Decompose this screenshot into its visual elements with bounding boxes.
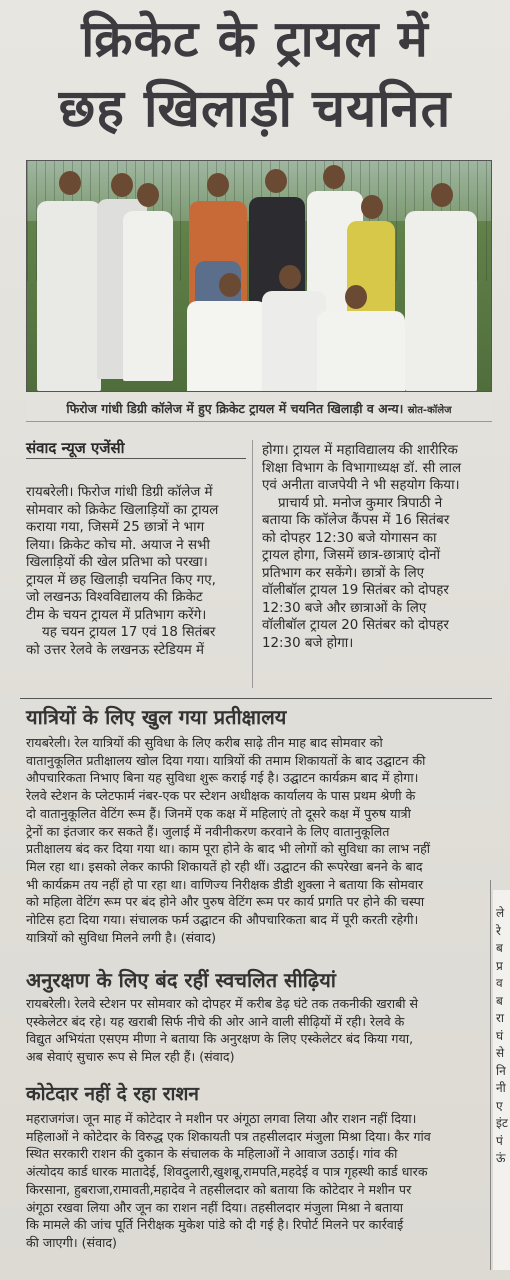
byline-rule: [26, 458, 246, 459]
headline-line-1: क्रिकेट के ट्रायल में: [81, 10, 429, 68]
story4-line: स्थित सरकारी राशन की दुकान के संचालक के महिलाओं ने आवाज उठाई। गांव की: [26, 1146, 398, 1162]
photo-source: स्रोत-कॉलेज: [407, 405, 452, 416]
story2-line: प्रतीक्षालय बंद कर दिया गया था। काम पूरा होने के बाद भी लोगों को सुविधा का लाभ नहीं: [26, 841, 431, 857]
story4-line: की जाएगी। (संवाद): [26, 1234, 117, 1250]
story3-line: रायबरेली। रेलवे स्टेशन पर सोमवार को दोपहर में करीब डेढ़ घंटे तक तकनीकी खराबी से: [26, 996, 419, 1011]
story2-line: नोटिस हटा दिया गया। संचालक फर्म उद्घाटन की औपचारिकता बाद में पूरी करती रहेगी।: [26, 912, 419, 928]
main-story-left-line: कराया गया, जिसमें 25 छात्रों ने भाग: [26, 520, 205, 535]
story4-line: किरसाना, हुबराजा,रामावती,महादेव ने तहसीलदार को बताया कि कोटेदार ने मशीन पर: [26, 1181, 412, 1197]
main-story-left-line: रायबरेली। फिरोज गांधी डिग्री कॉलेज में: [26, 485, 213, 500]
section-rule-1: [20, 698, 492, 699]
story4-line: महराजगंज। जून माह में कोटेदार ने मशीन पर अंगूठा लगवा लिया और राशन नहीं दिया।: [26, 1111, 417, 1126]
edge-line: पं: [496, 1133, 503, 1148]
main-story-left-column: [26, 484, 248, 659]
edge-line: ए: [496, 1098, 503, 1113]
photo-caption: [26, 396, 492, 422]
story2-line: को महिला वेटिंग रूम पर बंद होने और पुरुष वेटिंग रूम पर कार्य प्रगति पर होने की चस्पा: [26, 894, 425, 910]
story2-line: ट्रेनों का इंतजार कर सकते हैं। जुलाई में नवीनीकरण करवाने के लिए वातानुकूलित: [26, 823, 390, 839]
main-story-right-line: प्रतिभाग कर सकेंगे। छात्रों के लिए: [262, 565, 425, 581]
story3-body: [26, 995, 488, 1066]
edge-line: ब: [496, 941, 503, 955]
story3-title: अनुरक्षण के लिए बंद रहीं स्वचलित सीढ़ियां: [26, 968, 336, 992]
main-story-right-line: 12:30 बजे और छात्राओं के लिए: [262, 600, 427, 616]
main-story-left-line: खिलाड़ियों की खेल प्रतिभा को परखा।: [26, 555, 208, 570]
main-story-right-line: बताया कि कॉलेज कैंपस में 16 सितंबर: [262, 513, 450, 528]
story2-line: रायबरेली। रेल यात्रियों की सुविधा के लिए करीब साढ़े तीन माह बाद सोमवार को: [26, 735, 383, 750]
edge-line: रे: [496, 923, 501, 938]
story2-line: वातानुकूलित प्रतीक्षालय खोल दिया गया। यात्रियों की तमाम शिकायतों के बाद उद्घाटन की: [26, 752, 426, 768]
edge-line: ले: [496, 906, 505, 920]
story2-body: [26, 734, 488, 946]
edge-line: रा: [496, 1011, 505, 1025]
story3-line: एस्केलेटर बंद रहे। यह खराबी सिर्फ नीचे की ओर आने वाली सीढ़ियों में रही। रेलवे के: [26, 1013, 405, 1029]
story2-line: भी कार्यक्रम तय नहीं हो पा रहा था। वाणिज्य निरीक्षक डीडी शुक्ला ने बताया कि सोमवार: [26, 876, 424, 892]
story2-line: यात्रियों को सुविधा मिलने लगी है। (संवाद): [26, 929, 217, 945]
story2-line: दो वातानुकूलित वेटिंग रूम हैं। जिनमें एक कक्ष में महिलाएं तो दूसरे कक्ष में पुरुष यात्री: [26, 805, 411, 821]
story4-body: [26, 1110, 488, 1252]
edge-column-rule: [490, 880, 491, 1270]
main-story-left-line: यह चयन ट्रायल 17 एवं 18 सितंबर: [42, 625, 216, 640]
caption-text: फिरोज गांधी डिग्री कॉलेज में हुए क्रिकेट ट्रायल में चयनित खिलाड़ी व अन्य।: [66, 401, 404, 416]
main-story-right-line: ट्रायल होगा, जिसमें छात्र-छात्राएं दोनों: [262, 548, 441, 563]
story4-line: महिलाओं ने कोटेदार के विरुद्ध एक शिकायती पत्र तहसीलदार मंजुला मिश्रा दिया। कैर गांव: [26, 1128, 431, 1144]
edge-line: ब: [496, 993, 503, 1008]
main-story-left-line: टीम के चयन ट्रायल में प्रतिभाग करेंगे।: [26, 607, 207, 623]
adjacent-column-text: [496, 905, 508, 1168]
main-story-left-line: ट्रायल में छह खिलाड़ी चयनित किए गए,: [26, 572, 216, 588]
main-story-right-line: वॉलीबॉल ट्रायल 19 सितंबर को दोपहर: [262, 583, 449, 598]
byline: संवाद न्यूज एजेंसी: [26, 439, 125, 457]
story3-line: अब सेवाएं सुचारु रूप से मिल रही हैं। (संवाद): [26, 1049, 235, 1065]
main-story-right-column: [262, 442, 488, 652]
main-story-left-line: जो लखनऊ विश्वविद्यालय की क्रिकेट: [26, 590, 203, 605]
edge-line: नि: [496, 1063, 506, 1078]
story4-line: अंत्योदय कार्ड धारक मातादेई, शिवदुलारी,खुशबू,रामपति,महदेई व पात्र गृहस्थी कार्ड धारक: [26, 1164, 428, 1180]
story2-title: यात्रियों के लिए खुल गया प्रतीक्षालय: [26, 705, 287, 729]
main-story-left-line: को उत्तर रेलवे के लखनऊ स्टेडियम में: [26, 642, 204, 658]
story4-title: कोटेदार नहीं दे रहा राशन: [26, 1083, 199, 1105]
edge-line: इंट: [496, 1116, 508, 1130]
edge-line: नी: [496, 1081, 506, 1095]
story4-line: कि मामले की जांच पूर्ति निरीक्षक मुकेश पांडे को दी गई है। रिपोर्ट मिलने पर कार्रवाई: [26, 1217, 404, 1233]
main-story-right-line: प्राचार्य प्रो. मनोज कुमार त्रिपाठी ने: [278, 495, 443, 511]
edge-line: व: [496, 976, 503, 990]
story3-line: विद्युत अभियंता एसएम मीणा ने बताया कि अनुरक्षण के लिए एस्केलेटर बंद किया गया,: [26, 1031, 414, 1047]
main-story-right-line: को दोपहर 12:30 बजे योगासन का: [262, 530, 437, 546]
edge-line: घं: [496, 1028, 504, 1043]
main-story-left-line: सोमवार को क्रिकेट खिलाड़ियों का ट्रायल: [26, 502, 219, 518]
main-story-right-line: वॉलीबॉल ट्रायल 20 सितंबर को दोपहर: [262, 618, 449, 633]
edge-line: प्र: [496, 958, 503, 973]
main-story-right-line: होगा। ट्रायल में महाविद्यालय की शारीरिक: [262, 443, 458, 458]
headline-line-2: छह खिलाड़ी चयनित: [58, 79, 452, 139]
story4-line: अंगूठा रखवा लिया और जून का राशन नहीं दिया। तहसीलदार मंजुला मिश्रा ने बताया: [26, 1199, 404, 1215]
story2-line: औपचारिकता निभाए बिना यह सुविधा शुरू कराई गई है। उद्घाटन कार्यक्रम बाद में होगा।: [26, 770, 419, 786]
main-story-left-line: लिया। क्रिकेट कोच मो. अयाज ने सभी: [26, 537, 210, 553]
story2-line: मिल रहा था। इसको लेकर काफी शिकायतें हो रही थीं। उद्घाटन की रूपरेखा बनने के बाद: [26, 858, 423, 874]
column-divider: [252, 440, 253, 688]
edge-line: से: [496, 1046, 505, 1060]
main-story-right-line: 12:30 बजे होगा।: [262, 635, 354, 651]
story2-line: रेलवे स्टेशन के प्लेटफार्म नंबर-एक पर स्टेशन अधीक्षक कार्यालय के पास प्रथम श्रेणी के: [26, 788, 416, 804]
main-story-right-line: एवं अनीता वाजपेयी ने भी सहयोग किया।: [262, 478, 460, 493]
team-photo: [26, 160, 492, 392]
edge-line: ऊं: [496, 1151, 506, 1165]
main-story-right-line: शिक्षा विभाग के विभागाध्यक्ष डॉ. सी लाल: [262, 460, 462, 476]
